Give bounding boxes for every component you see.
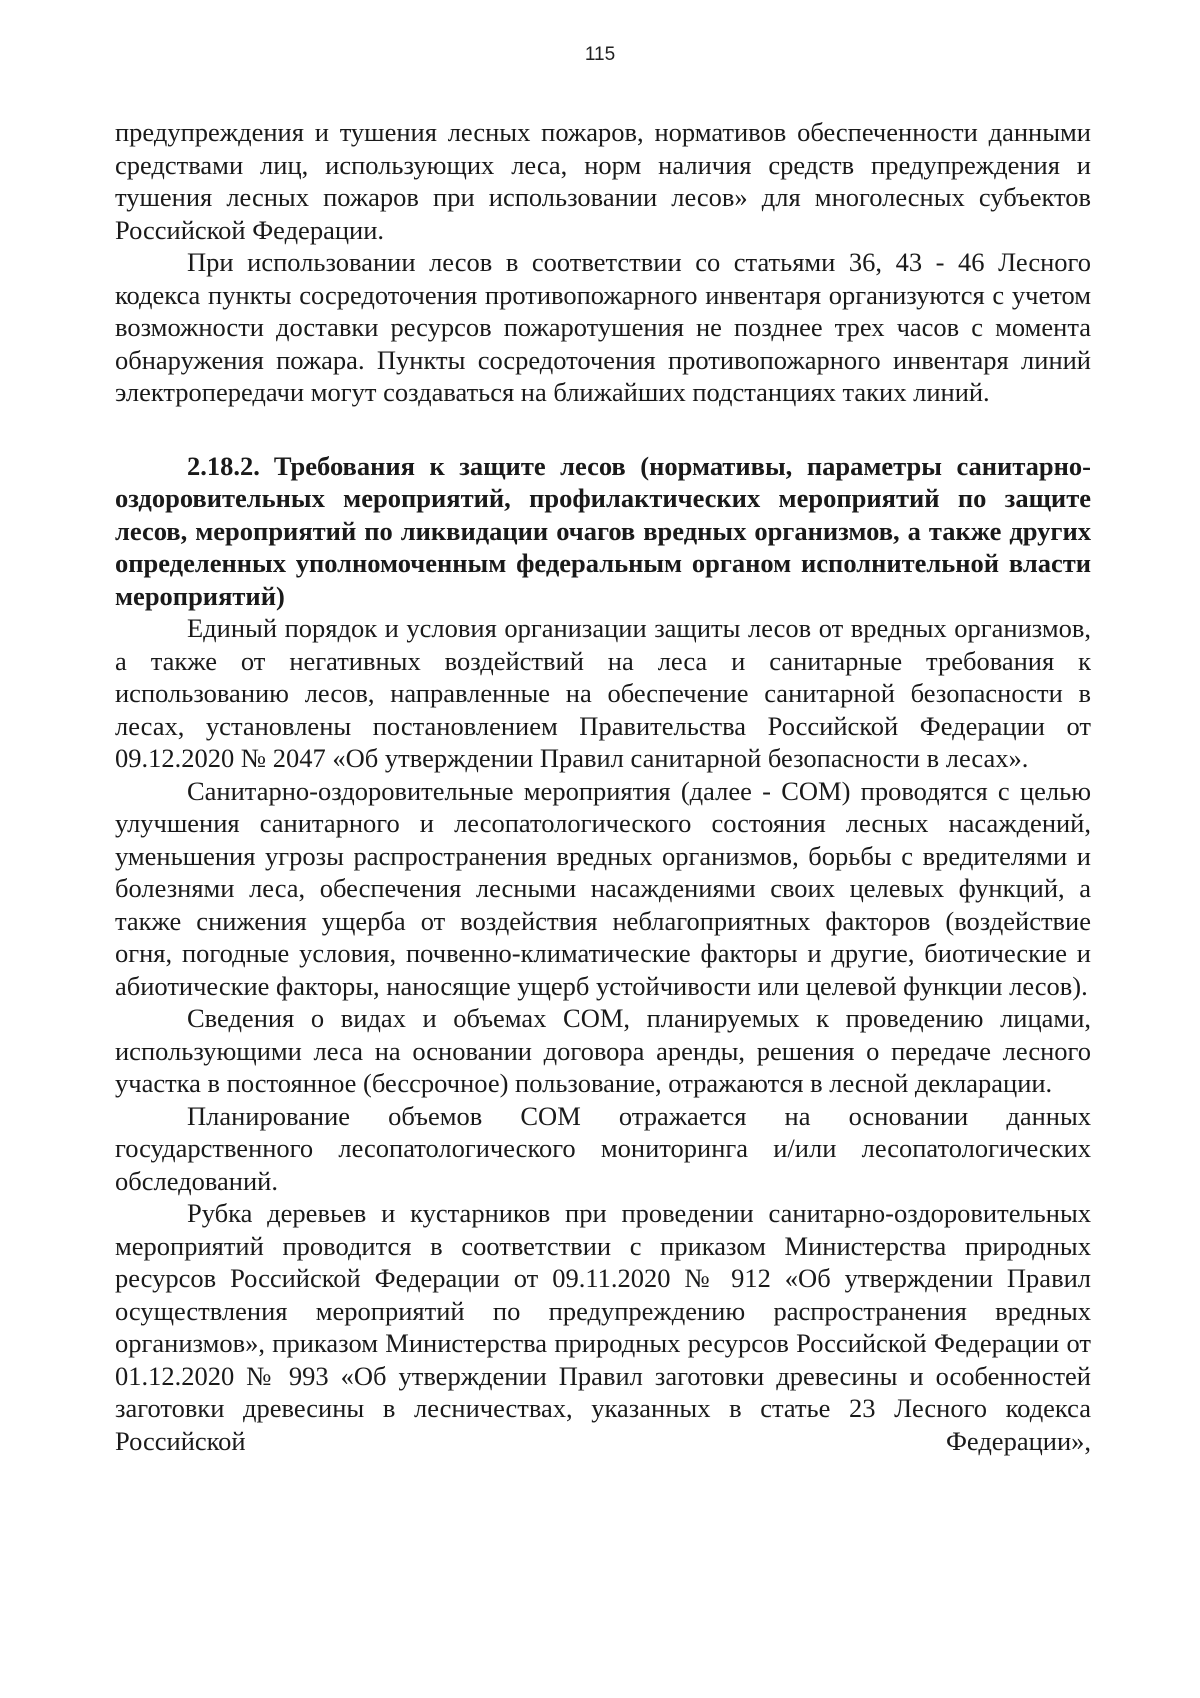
paragraph-sanitary-rules: Единый порядок и условия организации защиты лесов от вредных организмов, а также от негативных воздействий на леса и санитарные требования к использованию лесов, направленные на обеспечение санитарной безопасности в лесах, установлены постановлением Правительства Российской Федерации от 09.12.2020 № 2047 «Об утверждении Правил санитарной безопасности в лесах». (115, 613, 1091, 773)
page-content (115, 116, 1091, 1457)
page-number: 115 (584, 44, 616, 65)
section-title: Требования к защите лесов (нормативы, параметры санитарно-оздоровительных мероприятий, профилактических мероприятий по защите лесов, мероприятий по ликвидации очагов вредных организмов, а также других определенных уполномоченным федеральным органом исполнительной власти мероприятий) (115, 450, 1091, 611)
paragraph-fire-inventory: При использовании лесов в соответствии со статьями 36, 43 - 46 Лесного кодекса пункты сосредоточения противопожарного инвентаря организуются с учетом возможности доставки ресурсов пожаротушения не позднее трех часов с момента обнаружения пожара. Пункты сосредоточения противопожарного инвентаря линий электропередачи могут создаваться на ближайших подстанциях таких линий. (115, 247, 1091, 407)
paragraph-som-declaration: Сведения о видах и объемах СОМ, планируемых к проведению лицами, использующими леса на основании договора аренды, решения о передаче лесного участка в постоянное (бессрочное) пользование, отражаются в лесной декларации. (115, 1003, 1091, 1098)
section-heading (115, 450, 1091, 613)
paragraph-som-definition: Санитарно-оздоровительные мероприятия (далее - СОМ) проводятся с целью улучшения санитарного и лесопатологического состояния лесных насаждений, уменьшения угрозы распространения вредных организмов, борьбы с вредителями и болезнями леса, обеспечения лесными насаждениями своих целевых функций, а также снижения ущерба от воздействия неблагоприятных факторов (воздействие огня, погодные условия, почвенно-климатические факторы и другие, биотические и абиотические факторы, наносящие ущерб устойчивости или целевой функции лесов). (115, 775, 1091, 1001)
paragraph-som-planning: Планирование объемов СОМ отражается на основании данных государственного лесопатологического мониторинга и/или лесопатологических обследований. (115, 1100, 1091, 1196)
paragraph-continuation: предупреждения и тушения лесных пожаров, нормативов обеспеченности данными средствами лиц, использующих леса, норм наличия средств предупреждения и тушения лесных пожаров при использовании лесов» для многолесных субъектов Российской Федерации. (115, 117, 1091, 245)
section-number: 2.18.2. (187, 450, 260, 481)
paragraph-felling-rules: Рубка деревьев и кустарников при проведении санитарно-оздоровительных мероприятий проводится в соответствии с приказом Министерства природных ресурсов Российской Федерации от 09.11.2020 № 912 «Об утверждении Правил осуществления мероприятий по предупреждению распространения вредных организмов», приказом Министерства природных ресурсов Российской Федерации от 01.12.2020 № 993 «Об утверждении Правил заготовки древесины и особенностей заготовки древесины в лесничествах, указанных в статье 23 Лесного кодекса Российской Федерации», (115, 1198, 1091, 1456)
